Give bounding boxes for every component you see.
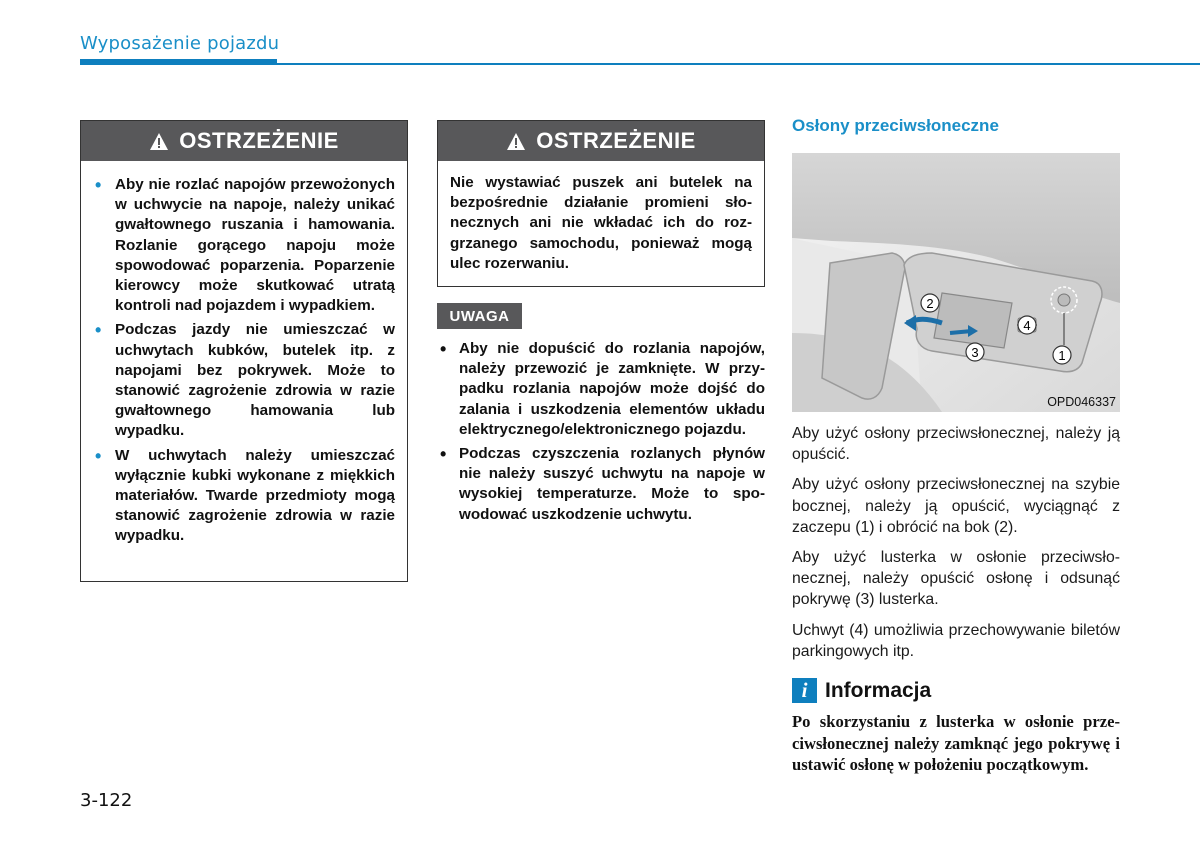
paragraph: Uchwyt (4) umożliwia przechowywanie biletów parkingowych itp.: [792, 621, 1120, 660]
warning-body: [81, 161, 407, 561]
callout-2: [921, 294, 939, 312]
callout-1: [1053, 346, 1071, 364]
callout-label: 3: [971, 345, 979, 360]
sun-visor-title: Osłony przeciwsłoneczne: [792, 116, 999, 135]
warning-box-left: [80, 120, 408, 582]
image-code: OPD046337: [1047, 395, 1116, 409]
info-text: Po skorzystaniu z lusterka w osłonie przeciwsłonecznej należy zamknąć jego pokrywę i ustawić osłonę w położeniu początkowym.: [792, 712, 1120, 775]
info-header: [792, 678, 931, 703]
note-label: UWAGA: [437, 303, 522, 329]
warning-header: [438, 121, 764, 161]
sun-visor-drawing: [792, 153, 1120, 412]
note-item: • Podczas czyszczenia rozlanych płynów nie należy suszyć uchwytu na napoje w wysokiej temperaturze. Może to spowodować uszkodzenie uchwytu.: [437, 444, 765, 525]
note-item: • Aby nie dopuścić do rozlania napojów, należy przewozić je zamknięte. W przypadku rozlania napojów może dojść do zalania i uszkodzenia elementów układu elektrycznego/elektronicznego pojazdu.: [437, 339, 765, 440]
callout-label: 2: [926, 296, 934, 311]
info-icon: i: [792, 678, 817, 703]
sun-visor-illustration: [792, 153, 1120, 412]
paragraph: Aby użyć osłony przeciwsłonecznej, należy ją opuścić.: [792, 425, 1120, 464]
warning-title: OSTRZEŻENIE: [179, 128, 339, 153]
warning-body: [438, 161, 764, 284]
paragraph: Aby użyć lusterka w osłonie przeciwsłonecznej, należy opuścić osłonę i odsunąć pokrywę (3) lusterka.: [792, 549, 1120, 609]
warning-triangle-icon: [149, 132, 169, 151]
warning-title: OSTRZEŻENIE: [536, 128, 696, 153]
warning-header: [81, 121, 407, 161]
warning-text: Nie wystawiać puszek ani butelek na bezpośrednie działanie promieni słonecznych ani nie wkładać ich do rozgrzanego samochodu, ponieważ mogą ulec rozerwaniu.: [450, 174, 752, 272]
warning-triangle-icon: [506, 132, 526, 151]
callout-label: 4: [1023, 318, 1031, 333]
paragraph: Aby użyć osłony przeciwsłonecznej na szybie bocznej, należy ją opuścić, wyciągnąć z zaczepu (1) i obrócić na bok (2).: [792, 476, 1120, 536]
note-body: [437, 339, 765, 529]
header-accent-bar: [80, 59, 277, 65]
warning-item: • Aby nie rozlać napojów przewożonych w uchwycie na napoje, należy unikać gwałtownego ruszania i hamowania. Rozlanie gorącego napoju może spowodować poparzenia. Poparzenie kierowcy może skutkować utratą kontroli nad pojazdem i wypadkiem.: [93, 175, 395, 316]
callout-4: [1018, 316, 1036, 334]
info-title: Informacja: [825, 678, 932, 702]
sun-visor-description: [792, 423, 1120, 671]
warning-box-middle: [437, 120, 765, 287]
warning-item: • Podczas jazdy nie umieszczać w uchwytach kubków, butelek itp. z napojami bez pokrywek. Może to stanowić zagrożenie zdrowia w razie gwałtownego hamowania lub wypadku.: [93, 320, 395, 441]
callout-label: 1: [1058, 348, 1066, 363]
warning-item: • W uchwytach należy umieszczać wyłącznie kubki wykonane z miękkich materiałów. Twarde przedmioty mogą stanowić zagrożenie zdrowia w razie wypadku.: [93, 446, 395, 547]
callout-3: [966, 343, 984, 361]
page-number: 3-122: [80, 790, 133, 811]
section-title: Wyposażenie pojazdu: [80, 33, 280, 54]
